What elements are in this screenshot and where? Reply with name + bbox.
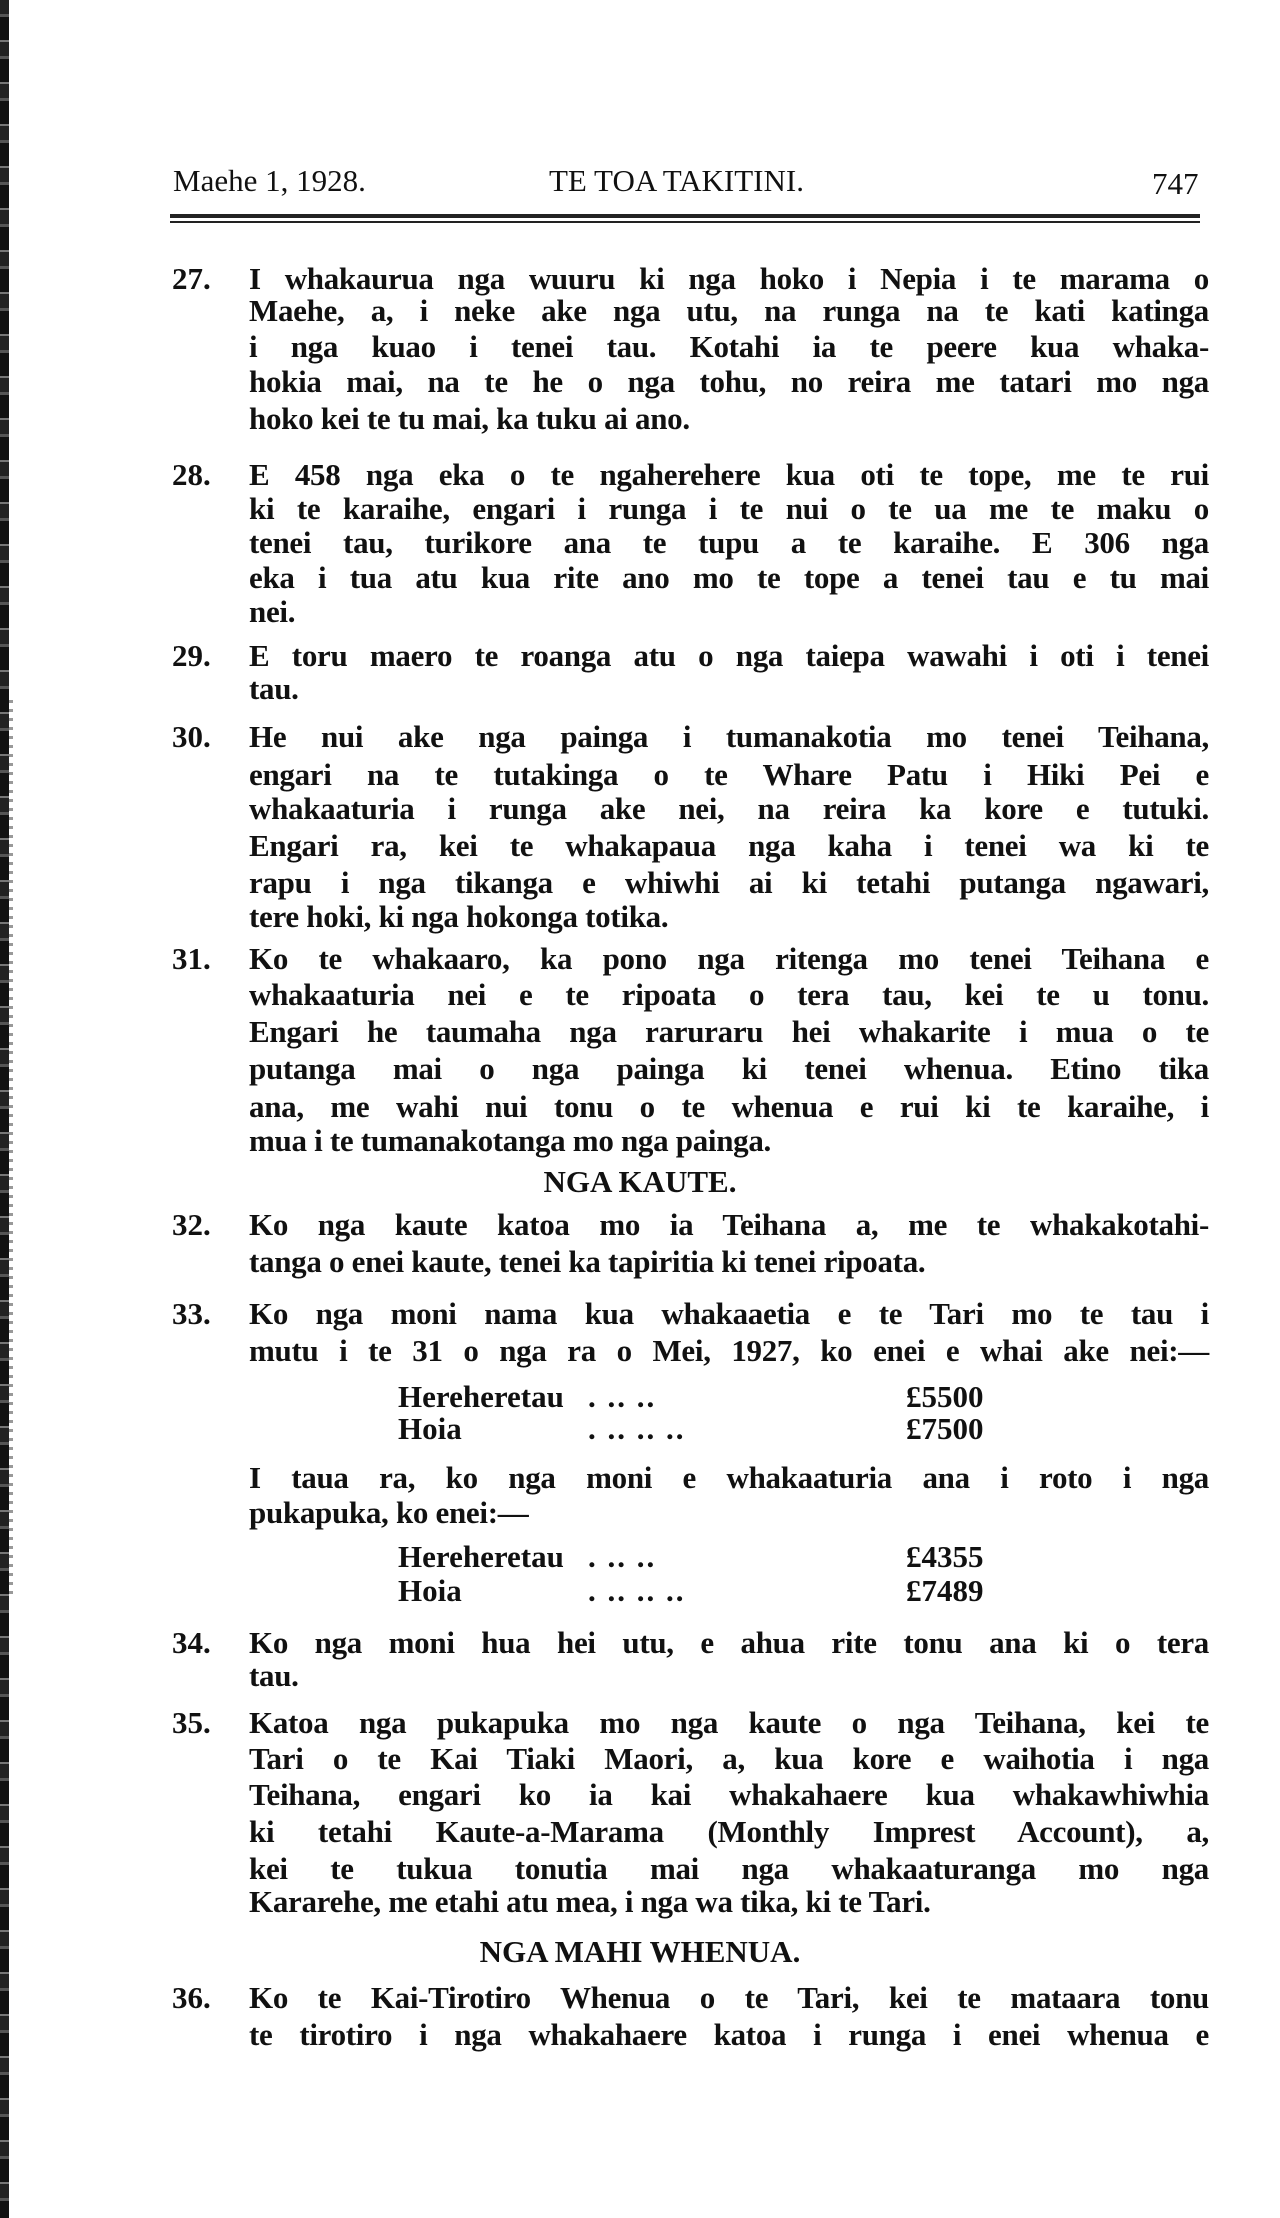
paragraph-line: E 458 nga eka o te ngaherehere kua oti te tope, me te rui bbox=[249, 457, 1209, 492]
table-row bbox=[398, 1575, 984, 1606]
paragraph-number: 27. bbox=[172, 261, 211, 296]
paragraph-line: Ko te whakaaro, ka pono nga ritenga mo tenei Teihana e bbox=[249, 941, 1209, 976]
scan-edge-marks bbox=[9, 700, 13, 1600]
paragraph-line: Teihana, engari ko ia kai whakahaere kua whakawhiwhia bbox=[249, 1777, 1209, 1812]
paragraph-line: I taua ra, ko nga moni e whakaaturia ana i roto i nga bbox=[249, 1460, 1209, 1495]
paragraph-number: 36. bbox=[172, 1980, 211, 2015]
paragraph-line: Engari he taumaha nga raruraru hei whakarite i mua o te bbox=[249, 1014, 1209, 1049]
paragraph-line: E toru maero te roanga atu o nga taiepa wawahi i oti i tenei bbox=[249, 638, 1209, 673]
paragraph-line: tenei tau, turikore ana te tupu a te karaihe. E 306 nga bbox=[249, 525, 1209, 560]
section-heading: NGA KAUTE. bbox=[543, 1164, 737, 1199]
paragraph-line: Ko nga moni nama kua whakaaetia e te Tari mo te tau i bbox=[249, 1296, 1209, 1331]
table-leaders: . .. .. bbox=[588, 1379, 657, 1414]
paragraph-line: Tari o te Kai Tiaki Maori, a, kua kore e waihotia i nga bbox=[249, 1741, 1209, 1776]
table-amount: £5500 bbox=[906, 1379, 984, 1414]
paragraph-number: 34. bbox=[172, 1625, 211, 1660]
paragraph-line: tau. bbox=[249, 671, 299, 706]
paragraph-line: pukapuka, ko enei:— bbox=[249, 1495, 529, 1530]
paragraph-line: engari na te tutakinga o te Whare Patu i Hiki Pei e bbox=[249, 757, 1209, 792]
paragraph-line: Katoa nga pukapuka mo nga kaute o nga Teihana, kei te bbox=[249, 1705, 1209, 1740]
paragraph-line: He nui ake nga painga i tumanakotia mo tenei Teihana, bbox=[249, 719, 1209, 754]
paragraph-number: 28. bbox=[172, 457, 211, 492]
table-leaders: . .. .. .. bbox=[588, 1573, 686, 1608]
paragraph-line: Ko nga moni hua hei utu, e ahua rite tonu ana ki o tera bbox=[249, 1625, 1209, 1660]
section-heading: NGA MAHI WHENUA. bbox=[479, 1934, 801, 1969]
paragraph-line: Maehe, a, i neke ake nga utu, na runga na te kati katinga bbox=[249, 293, 1209, 328]
table-label: Hereheretau bbox=[398, 1379, 564, 1414]
table-amount: £7500 bbox=[906, 1411, 984, 1446]
table-row bbox=[398, 1413, 984, 1444]
paragraph-number: 30. bbox=[172, 719, 211, 754]
table-leaders: . .. .. bbox=[588, 1539, 657, 1574]
table-leaders: . .. .. .. bbox=[588, 1411, 686, 1446]
table-label: Hereheretau bbox=[398, 1539, 564, 1574]
paragraph-line: hokia mai, na te he o nga tohu, no reira me tatari mo nga bbox=[249, 364, 1209, 399]
scan-edge bbox=[0, 0, 9, 2218]
paragraph-line: tanga o enei kaute, tenei ka tapiritia ki tenei ripoata. bbox=[249, 1244, 926, 1279]
paragraph-line: i nga kuao i tenei tau. Kotahi ia te peere kua whaka- bbox=[249, 329, 1209, 364]
table-row bbox=[398, 1541, 984, 1572]
paragraph-line: mua i te tumanakotanga mo nga painga. bbox=[249, 1123, 772, 1158]
table-amount: £4355 bbox=[906, 1539, 984, 1574]
table-row bbox=[398, 1381, 984, 1412]
page-number: 747 bbox=[1152, 166, 1199, 201]
paragraph-line: putanga mai o nga painga ki tenei whenua. Etino tika bbox=[249, 1051, 1209, 1086]
paragraph-line: te tirotiro i nga whakahaere katoa i runga i enei whenua e bbox=[249, 2017, 1209, 2052]
table-amount: £7489 bbox=[906, 1573, 984, 1608]
paragraph-line: I whakaurua nga wuuru ki nga hoko i Nepia i te marama o bbox=[249, 261, 1209, 296]
paragraph-number: 32. bbox=[172, 1207, 211, 1242]
table-label: Hoia bbox=[398, 1411, 462, 1446]
paragraph-line: tere hoki, ki nga hokonga totika. bbox=[249, 899, 669, 934]
running-header-date: Maehe 1, 1928. bbox=[173, 163, 366, 198]
table-label: Hoia bbox=[398, 1573, 462, 1608]
paragraph-line: Kararehe, me etahi atu mea, i nga wa tika, ki te Tari. bbox=[249, 1884, 931, 1919]
header-rule-thick bbox=[170, 214, 1200, 218]
paragraph-number: 35. bbox=[172, 1705, 211, 1740]
paragraph-line: kei te tukua tonutia mai nga whakaaturanga mo nga bbox=[249, 1851, 1209, 1886]
header-rule-thin bbox=[170, 221, 1200, 223]
paragraph-line: rapu i nga tikanga e whiwhi ai ki tetahi putanga ngawari, bbox=[249, 865, 1209, 900]
paragraph-number: 33. bbox=[172, 1296, 211, 1331]
paragraph-line: tau. bbox=[249, 1658, 299, 1693]
paragraph-line: mutu i te 31 o nga ra o Mei, 1927, ko enei e whai ake nei:— bbox=[249, 1333, 1209, 1368]
paragraph-line: Ko nga kaute katoa mo ia Teihana a, me te whakakotahi- bbox=[249, 1207, 1209, 1242]
paragraph-line: ki tetahi Kaute-a-Marama (Monthly Imprest Account), a, bbox=[249, 1814, 1209, 1849]
paragraph-line: ana, me wahi nui tonu o te whenua e rui ki te karaihe, i bbox=[249, 1089, 1209, 1124]
paragraph-line: whakaaturia nei e te ripoata o tera tau, kei te u tonu. bbox=[249, 977, 1209, 1012]
paragraph-number: 31. bbox=[172, 941, 211, 976]
paragraph-line: ki te karaihe, engari i runga i te nui o te ua me te maku o bbox=[249, 491, 1209, 526]
paragraph-line: eka i tua atu kua rite ano mo te tope a tenei tau e tu mai bbox=[249, 560, 1209, 595]
running-header-title: TE TOA TAKITINI. bbox=[549, 163, 804, 198]
paragraph-number: 29. bbox=[172, 638, 211, 673]
paragraph-line: whakaaturia i runga ake nei, na reira ka kore e tutuki. bbox=[249, 791, 1209, 826]
paragraph-line: hoko kei te tu mai, ka tuku ai ano. bbox=[249, 401, 690, 436]
paragraph-line: nei. bbox=[249, 594, 296, 629]
paragraph-line: Engari ra, kei te whakapaua nga kaha i tenei wa ki te bbox=[249, 828, 1209, 863]
paragraph-line: Ko te Kai-Tirotiro Whenua o te Tari, kei te mataara tonu bbox=[249, 1980, 1209, 2015]
